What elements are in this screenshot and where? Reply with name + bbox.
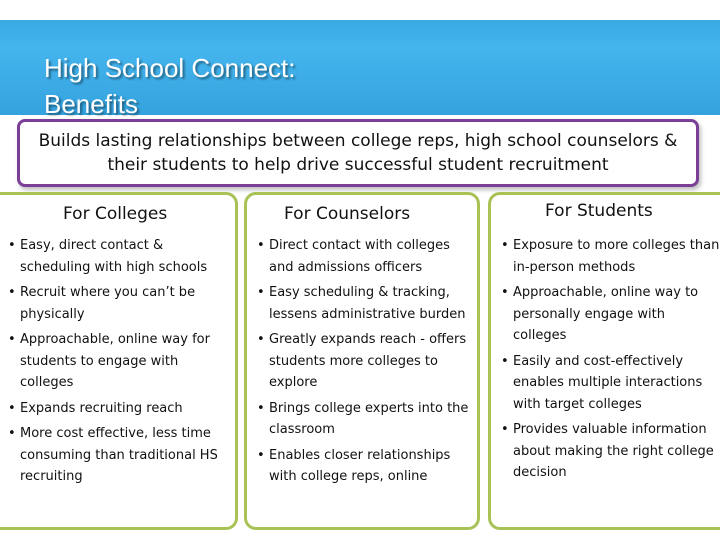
list-item: • Direct contact with colleges and admissions officers [257,235,477,278]
list-item: • Provides valuable information about making the right college decision [501,419,720,484]
students-column [488,192,720,530]
summary-text: Builds lasting relationships between college reps, high school counselors & their students to help drive successful student recruitment [38,131,678,175]
colleges-column [0,192,238,530]
colleges-benefits-list [8,235,232,492]
list-item: • Approachable, online way to personally engage with colleges [501,282,720,347]
page-title [44,50,295,122]
title-banner [0,20,720,119]
list-item: • Approachable, online way for students to engage with colleges [8,329,232,394]
list-item: • More cost effective, less time consuming than traditional HS recruiting [8,423,232,488]
counselors-benefits-list [257,235,477,492]
list-item: • Brings college experts into the classroom [257,398,477,441]
students-benefits-list [501,235,720,488]
list-item: • Enables closer relationships with college reps, online [257,445,477,488]
page-title-line-1: High School Connect: [44,53,296,83]
counselors-column [244,192,480,530]
list-item: • Exposure to more colleges than in-person methods [501,235,720,278]
list-item: • Greatly expands reach - offers students more colleges to explore [257,329,477,394]
students-heading: For Students [545,201,653,221]
counselors-heading: For Counselors [284,204,411,224]
list-item: • Easily and cost-effectively enables multiple interactions with target colleges [501,351,720,416]
list-item: • Expands recruiting reach [8,398,232,420]
colleges-heading: For Colleges [63,204,168,224]
summary-box [17,119,699,187]
list-item: • Recruit where you can’t be physically [8,282,232,325]
list-item: • Easy scheduling & tracking, lessens administrative burden [257,282,477,325]
list-item: • Easy, direct contact & scheduling with high schools [8,235,232,278]
page-title-line-2: Benefits [44,89,138,119]
